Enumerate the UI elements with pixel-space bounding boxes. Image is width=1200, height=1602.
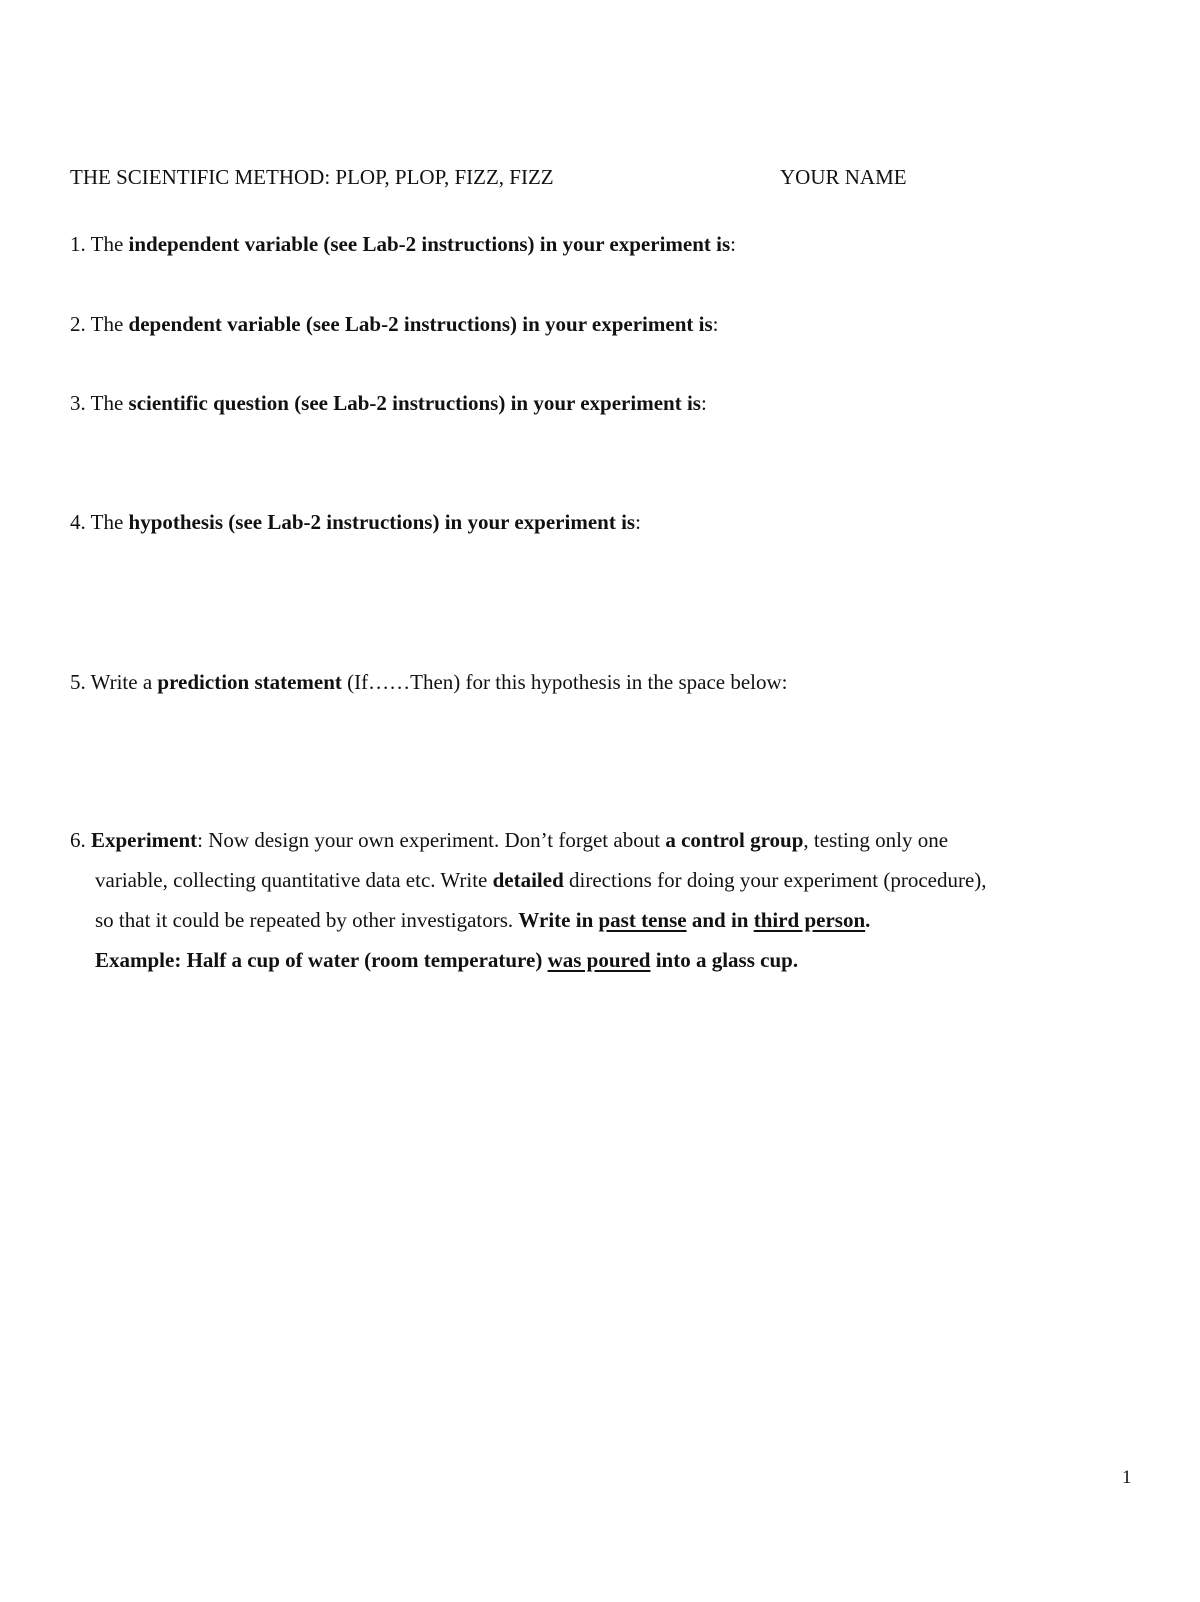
write-in-text: Write in: [518, 908, 599, 932]
question-bold-text: scientific question (see Lab-2 instructions) in your experiment is: [128, 391, 701, 415]
question-bold-text: prediction statement: [157, 670, 342, 694]
example-text-end: into a glass cup.: [650, 948, 799, 972]
experiment-text: : Now design your own experiment. Don’t forget about: [197, 828, 666, 852]
past-tense-text: past tense: [598, 908, 687, 932]
experiment-example: [95, 940, 798, 980]
question-number: 6.: [70, 828, 86, 852]
question-4: [70, 502, 641, 542]
question-bold-text: independent variable (see Lab-2 instructions) in your experiment is: [128, 232, 731, 256]
question-prefix: The: [90, 312, 129, 336]
document-title: THE SCIENTIFIC METHOD: PLOP, PLOP, FIZZ, FIZZ: [70, 165, 554, 189]
question-2: [70, 304, 718, 344]
question-number: 4.: [70, 510, 86, 534]
question-prefix: The: [90, 232, 129, 256]
question-suffix: :: [700, 391, 707, 415]
experiment-text: variable, collecting quantitative data etc. Write: [95, 868, 493, 892]
third-person-text: third person: [753, 908, 866, 932]
experiment-line-3: [95, 900, 870, 940]
question-bold-text: hypothesis (see Lab-2 instructions) in your experiment is: [128, 510, 636, 534]
question-suffix: :: [712, 312, 719, 336]
detailed-text: detailed: [492, 868, 564, 892]
page-number: 1: [1122, 1467, 1132, 1488]
question-prefix: The: [90, 391, 129, 415]
experiment-heading: Experiment: [91, 828, 198, 852]
experiment-line-1: [70, 820, 948, 860]
experiment-text: , testing only one: [803, 828, 949, 852]
question-number: 1.: [70, 232, 86, 256]
question-3: [70, 383, 707, 423]
question-number: 3.: [70, 391, 86, 415]
question-prefix: The: [90, 510, 129, 534]
question-suffix: :: [730, 232, 736, 256]
control-group-text: a control group: [665, 828, 804, 852]
and-in-text: and in: [686, 908, 754, 932]
document-title-line: [70, 157, 554, 197]
question-suffix: :: [635, 510, 641, 534]
question-5: [70, 662, 788, 702]
experiment-line-2: [95, 860, 987, 900]
question-1: [70, 224, 736, 264]
example-text: Example: Half a cup of water (room temperature): [95, 948, 548, 972]
period-text: .: [865, 908, 871, 932]
question-number: 2.: [70, 312, 86, 336]
experiment-text: so that it could be repeated by other investigators.: [95, 908, 519, 932]
question-bold-text: dependent variable (see Lab-2 instructions) in your experiment is: [128, 312, 713, 336]
was-poured-text: was poured: [547, 948, 651, 972]
question-suffix: (If……Then) for this hypothesis in the space below:: [341, 670, 788, 694]
your-name-label: YOUR NAME: [780, 165, 907, 189]
question-prefix: Write a: [90, 670, 158, 694]
question-number: 5.: [70, 670, 86, 694]
experiment-text: directions for doing your experiment (procedure),: [563, 868, 987, 892]
